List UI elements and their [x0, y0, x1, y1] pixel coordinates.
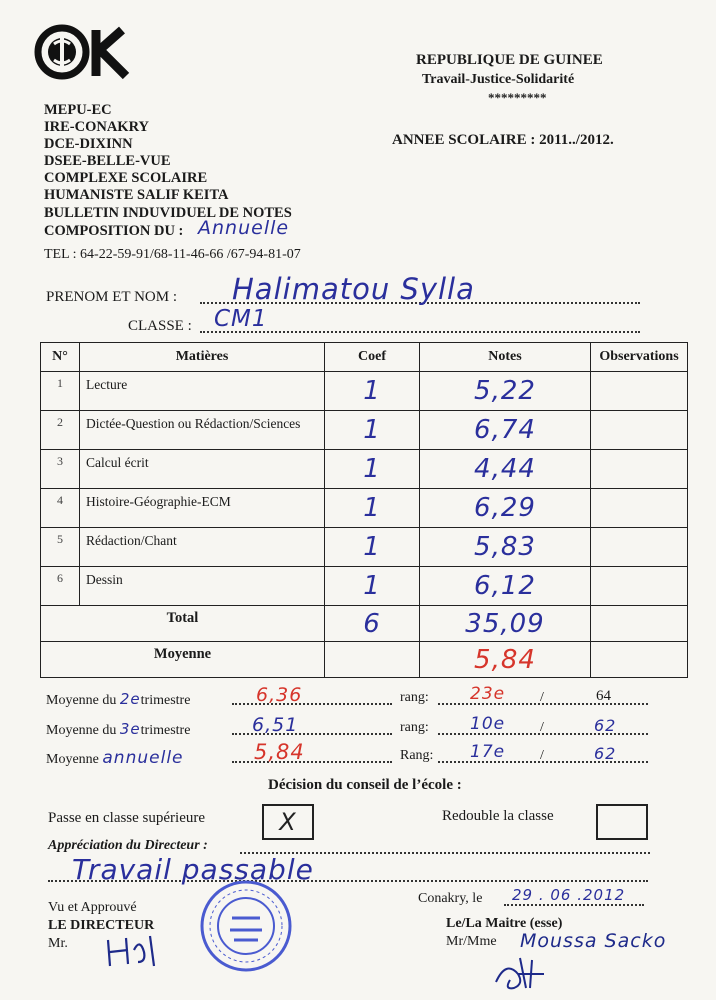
average-note: 5,84 — [420, 642, 591, 678]
name-label: PRENOM ET NOM : — [46, 289, 177, 305]
subject-name: Histoire-Géographie-ECM — [80, 489, 325, 528]
avg-label: Moyenne du — [46, 693, 117, 708]
pass-label: Passe en classe supérieure — [48, 810, 206, 826]
row-number: 2 — [41, 411, 80, 450]
col-header-number: N° — [41, 343, 80, 372]
rank-total-2: 64 — [596, 688, 611, 704]
table-row — [41, 528, 688, 567]
rank-total-3: 62 — [594, 716, 617, 735]
grades-table — [40, 342, 688, 678]
subject-name: Dictée-Question ou Rédaction/Sciences — [80, 411, 325, 450]
pass-check-mark: X — [279, 808, 297, 836]
subject-coef: 1 — [325, 489, 420, 528]
student-name: Halimatou Sylla — [232, 272, 475, 306]
subject-note: 5,22 — [420, 372, 591, 411]
avg-value-2: 6,36 — [256, 684, 303, 706]
rank-sep-3: / — [540, 720, 544, 735]
observation-cell — [591, 528, 688, 567]
approved-label: Vu et Approuvé — [48, 900, 137, 915]
avg-period: 2e — [119, 690, 141, 708]
phone-line: TEL : 64-22-59-91/68-11-46-66 /67-94-81-07 — [44, 247, 301, 262]
ministry-line: MEPU-EC — [44, 102, 112, 118]
rank-label-2: rang: — [400, 690, 429, 705]
row-number: 5 — [41, 528, 80, 567]
ire-line: IRE-CONAKRY — [44, 119, 150, 135]
row-number: 4 — [41, 489, 80, 528]
observation-cell — [591, 642, 688, 678]
avg-value-annual: 5,84 — [254, 740, 305, 764]
dsee-line: DSEE-BELLE-VUE — [44, 153, 171, 169]
average-row — [41, 642, 688, 678]
teacher-mr: Mr/Mme — [446, 934, 497, 949]
table-row — [41, 411, 688, 450]
subject-name: Dessin — [80, 567, 325, 606]
subject-note: 6,12 — [420, 567, 591, 606]
subject-coef: 1 — [325, 372, 420, 411]
subject-coef: 1 — [325, 528, 420, 567]
total-label: Total — [41, 606, 325, 642]
avg-label: Moyenne — [46, 752, 99, 767]
rank-label-3: rang: — [400, 720, 429, 735]
complex-line: COMPLEXE SCOLAIRE — [44, 170, 208, 186]
total-coef: 6 — [325, 606, 420, 642]
total-row — [41, 606, 688, 642]
subject-note: 5,83 — [420, 528, 591, 567]
composition-label: COMPOSITION DU : — [44, 223, 184, 239]
col-header-notes: Notes — [420, 343, 591, 372]
school-logo-icon — [34, 22, 144, 84]
school-year: ANNEE SCOLAIRE : 2011../2012. — [392, 132, 614, 148]
subject-note: 6,74 — [420, 411, 591, 450]
country-name: REPUBLIQUE DE GUINEE — [416, 52, 603, 68]
decision-title: Décision du conseil de l’école : — [268, 777, 462, 793]
national-motto: Travail-Justice-Solidarité — [422, 72, 575, 87]
appreciation-label: Appréciation du Directeur : — [48, 838, 208, 853]
observation-cell — [591, 372, 688, 411]
rank-value-2: 23e — [470, 684, 506, 704]
class-label: CLASSE : — [128, 318, 192, 334]
table-row — [41, 372, 688, 411]
row-number: 3 — [41, 450, 80, 489]
teacher-signature-icon — [490, 952, 560, 992]
subject-note: 4,44 — [420, 450, 591, 489]
date-value: 29 . 06 .2012 — [512, 886, 626, 904]
average-coef-cell — [325, 642, 420, 678]
observation-cell — [591, 450, 688, 489]
col-header-coef: Coef — [325, 343, 420, 372]
average-label: Moyenne — [41, 642, 325, 678]
bulletin-title: BULLETIN INDUVIDUEL DE NOTES — [44, 205, 292, 221]
avg-label-b: trimestre — [140, 693, 191, 708]
director-signature-icon — [100, 930, 180, 970]
avg-period: annuelle — [102, 748, 184, 768]
motto-stars: ********* — [488, 90, 547, 105]
observation-cell — [591, 489, 688, 528]
class-value: CM1 — [214, 306, 268, 332]
rank-value-3: 10e — [470, 714, 506, 734]
teacher-label: Le/La Maitre (esse) — [446, 916, 563, 931]
table-row — [41, 450, 688, 489]
subject-name: Calcul écrit — [80, 450, 325, 489]
pass-checkbox[interactable] — [262, 804, 314, 840]
subject-coef: 1 — [325, 567, 420, 606]
subject-note: 6,29 — [420, 489, 591, 528]
rank-sep-annual: / — [540, 748, 544, 763]
subject-coef: 1 — [325, 411, 420, 450]
total-note: 35,09 — [420, 606, 591, 642]
composition-value: Annuelle — [198, 217, 290, 239]
subject-name: Lecture — [80, 372, 325, 411]
avg-value-3: 6,51 — [252, 714, 299, 736]
table-row — [41, 489, 688, 528]
rank-value-annual: 17e — [470, 742, 506, 762]
observation-cell — [591, 411, 688, 450]
table-row — [41, 567, 688, 606]
avg-line-2 — [46, 690, 190, 709]
director-mr: Mr. — [48, 936, 68, 951]
subject-coef: 1 — [325, 450, 420, 489]
observation-cell — [591, 567, 688, 606]
row-number: 6 — [41, 567, 80, 606]
subject-name: Rédaction/Chant — [80, 528, 325, 567]
avg-label: Moyenne du — [46, 723, 117, 738]
repeat-checkbox[interactable] — [596, 804, 648, 840]
observation-cell — [591, 606, 688, 642]
rank-sep-2: / — [540, 690, 544, 705]
rank-total-annual: 62 — [594, 744, 617, 763]
avg-line-annual — [46, 748, 184, 768]
repeat-label: Redouble la classe — [442, 808, 554, 824]
col-header-observations: Observations — [591, 343, 688, 372]
appreciation-value: Travail passable — [72, 853, 314, 886]
place-date-label: Conakry, le — [418, 891, 483, 906]
avg-label-b: trimestre — [140, 723, 191, 738]
school-stamp-icon — [198, 878, 294, 974]
school-name: HUMANISTE SALIF KEITA — [44, 187, 229, 203]
row-number: 1 — [41, 372, 80, 411]
rank-label-annual: Rang: — [400, 748, 434, 763]
teacher-name: Moussa Sacko — [520, 930, 667, 952]
avg-period: 3e — [119, 720, 141, 738]
col-header-subjects: Matières — [80, 343, 325, 372]
avg-line-3 — [46, 720, 190, 739]
dce-line: DCE-DIXINN — [44, 136, 133, 152]
director-title: LE DIRECTEUR — [48, 918, 155, 933]
